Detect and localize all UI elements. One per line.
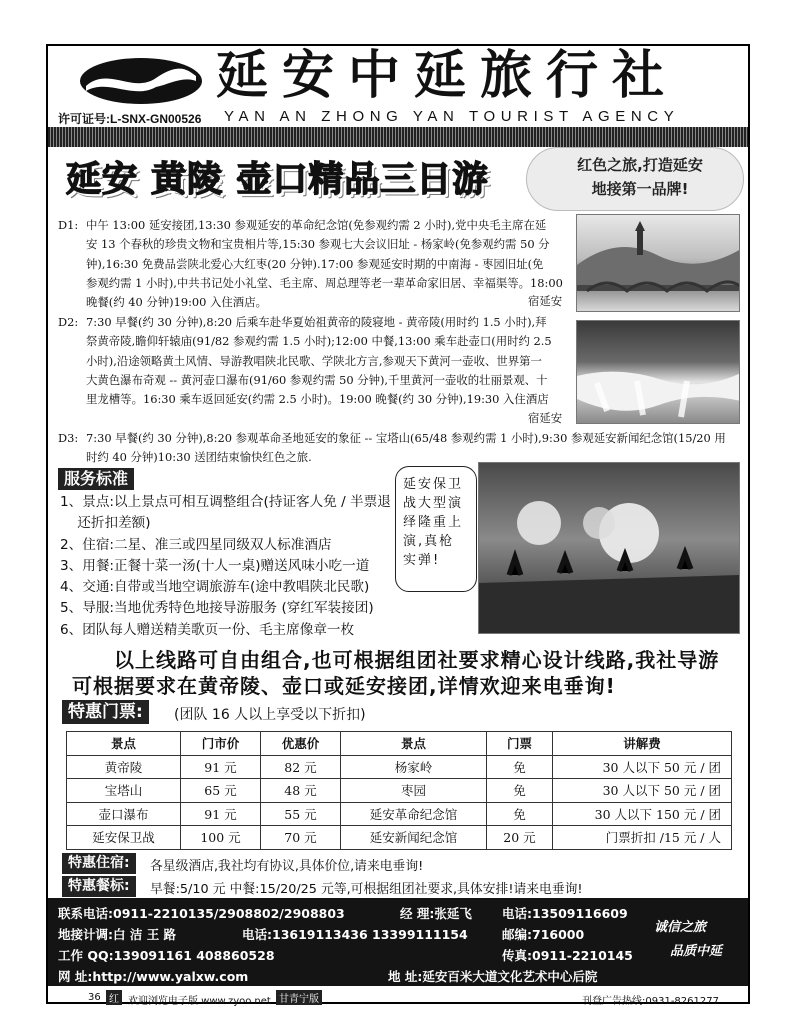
col-header: 景点 bbox=[341, 732, 487, 756]
planner-names: 白 洁 王 路 bbox=[113, 927, 177, 942]
manager-phone-label: 电话: bbox=[502, 906, 532, 921]
col-header: 优惠价 bbox=[261, 732, 341, 756]
fax-label: 传真: bbox=[502, 948, 532, 963]
table-cell: 延安保卫战 bbox=[67, 826, 181, 850]
agency-name-en: YAN AN ZHONG YAN TOURIST AGENCY bbox=[224, 108, 680, 125]
meals-text: 早餐:5/10 元 中餐:15/20/25 元等,可根据组团社要求,具体安排!请来电垂询! bbox=[150, 882, 583, 897]
table-row bbox=[67, 802, 732, 826]
table-row bbox=[67, 826, 732, 850]
header-rule bbox=[48, 127, 748, 147]
col-header: 门票 bbox=[487, 732, 553, 756]
edition-badge: 甘青宁版 bbox=[276, 990, 322, 1005]
day-3-text: 7:30 早餐(约 30 分钟),8:20 参观革命圣地延安的象征 -- 宝塔山(65/48 参观约需 1 小时),9:30 参观延安新闻纪念馆(15/20 用 时约 40 分钟)10:30 送团结束愉快红色之旅. bbox=[86, 431, 726, 465]
table-cell: 70 元 bbox=[261, 826, 341, 850]
tickets-heading: 特惠门票: bbox=[62, 700, 149, 724]
postcode-row bbox=[502, 925, 584, 943]
postcode-label: 邮编: bbox=[502, 927, 532, 942]
table-row bbox=[67, 779, 732, 803]
address-row bbox=[388, 967, 597, 985]
promo-line-1: 以上线路可自由组合,也可根据组团社要求精心设计线路,我社导游 bbox=[114, 648, 720, 672]
signoff-2: 品质中延 bbox=[670, 944, 723, 959]
table-cell: 免 bbox=[487, 779, 553, 803]
table-cell: 宝塔山 bbox=[67, 779, 181, 803]
table-row bbox=[67, 755, 732, 779]
lodging-text: 各星级酒店,我社均有协议,具体价位,请来电垂询! bbox=[150, 859, 424, 874]
table-cell: 延安新闻纪念馆 bbox=[341, 826, 487, 850]
meals-heading: 特惠餐标: bbox=[62, 876, 136, 897]
slogan-line-1: 红色之旅,打造延安 bbox=[577, 156, 703, 174]
agency-logo bbox=[78, 56, 204, 106]
table-header-row bbox=[67, 732, 732, 756]
tour-title: 延安 黄陵 壶口精品三日游 bbox=[66, 160, 489, 200]
table-cell: 杨家岭 bbox=[341, 755, 487, 779]
agency-name-cn: 延安中延旅行社 bbox=[216, 45, 679, 106]
battle-reenactment-photo bbox=[478, 462, 740, 634]
planner-phones[interactable]: 13619113436 13399111154 bbox=[272, 927, 468, 942]
service-item: 4、交通:自带或当地空调旅游车(途中教唱陕北民歌) bbox=[60, 579, 370, 596]
signoff-1: 诚信之旅 bbox=[654, 920, 707, 935]
table-cell: 30 人以下 150 元 / 团 bbox=[553, 802, 732, 826]
hukou-waterfall-photo bbox=[576, 320, 740, 424]
website-row bbox=[58, 967, 248, 985]
service-item: 还折扣差额) bbox=[60, 515, 151, 532]
table-cell: 枣园 bbox=[341, 779, 487, 803]
col-header: 门市价 bbox=[181, 732, 261, 756]
website-link[interactable]: http://www.yalxw.com bbox=[92, 969, 249, 984]
manager-phone-row bbox=[502, 904, 628, 922]
table-cell: 48 元 bbox=[261, 779, 341, 803]
phone-value[interactable]: 0911-2210135/2908802/2908803 bbox=[113, 906, 345, 921]
ad-hotline: 刊登广告热线:0931-8261277 bbox=[582, 996, 719, 1007]
contact-panel bbox=[48, 898, 748, 986]
day-1-text: 中午 13:00 延安接团,13:30 参观延安的革命纪念馆(免参观约需 2 小时),党中央毛主席在延 安 13 个春秋的珍贵文物和宝贵相片等,15:30 参观七大会议旧址 - 杨家岭(免参观约需 50 分 钟),16:30 免费品尝陕北爱心大红枣(20 分钟).17:00 参观延安时期的中南海 - 枣园旧址(免 参观约需 1 小时),中共书记处小礼堂、毛主席、周总理等老一辈革命家旧居、幸福渠等。18:00 晚餐(约 40 分钟)19:00 入住酒店。 bbox=[86, 218, 563, 310]
day-2-text: 7:30 早餐(约 30 分钟),8:20 后乘车赴华夏始祖黄帝的陵寝地 - 黄帝陵(用时约 1.5 小时),拜 祭黄帝陵,瞻仰轩辕庙(91/82 参观约需 1.5 小时);12:00 中餐,13:00 乘车赴壶口(用时约 2.5 小时),沿途领略黄土风情、导游教唱陕北民歌、学陕北方言,参观天下黄河一壶收、世界第一 大黄色瀑布奇观 -- 黄河壶口瀑布(91/60 参观约需 50 分钟),千里黄河一壶收的壮丽景观、十 里龙槽等。16:30 乘车返回延安(约需 2.5 小时)。19:00 晚餐(约 30 分钟),19:30 入住酒店 bbox=[86, 315, 552, 407]
battle-callout: 延安保卫战大型演绎隆重上演,真枪实弹! bbox=[395, 466, 477, 592]
table-cell: 30 人以下 50 元 / 团 bbox=[553, 755, 732, 779]
table-cell: 免 bbox=[487, 755, 553, 779]
service-item: 1、景点:以上景点可相互调整组合(持证客人免 / 半票退 bbox=[60, 494, 391, 510]
manager-phone[interactable]: 13509116609 bbox=[532, 906, 628, 921]
qq-value[interactable]: 139091161 408860528 bbox=[113, 948, 275, 963]
table-cell: 65 元 bbox=[181, 779, 261, 803]
col-header: 景点 bbox=[67, 732, 181, 756]
slogan-line-2: 地接第一品牌! bbox=[591, 180, 689, 198]
address-label: 地 址: bbox=[388, 969, 423, 984]
day-2-stay: 宿延安 bbox=[528, 411, 563, 425]
day-3-label: D3: bbox=[58, 431, 79, 445]
manager-label: 经 理: bbox=[400, 906, 435, 921]
tickets-note: (团队 16 人以上享受以下折扣) bbox=[174, 707, 366, 723]
promo-line-2: 可根据要求在黄帝陵、壶口或延安接团,详情欢迎来电垂询! bbox=[72, 674, 616, 698]
service-item: 6、团队每人赠送精美歌页一份、毛主席像章一枚 bbox=[60, 621, 355, 638]
manager-name: 张延飞 bbox=[434, 906, 472, 921]
page-number: 36 bbox=[88, 992, 101, 1003]
table-cell: 30 人以下 50 元 / 团 bbox=[553, 779, 732, 803]
table-cell: 55 元 bbox=[261, 802, 341, 826]
service-item: 5、导服:当地优秀特色地接导游服务 (穿红军装接团) bbox=[60, 600, 374, 617]
planner-phone-row bbox=[242, 925, 468, 943]
fax-value: 0911-2210145 bbox=[532, 948, 633, 963]
address-value: 延安百米大道文化艺术中心后院 bbox=[422, 969, 598, 984]
table-cell: 91 元 bbox=[181, 802, 261, 826]
slogan bbox=[550, 153, 730, 201]
qq-label: 工作 QQ: bbox=[58, 948, 114, 963]
website-label: 网 址: bbox=[58, 969, 93, 984]
planner-label: 地接计调: bbox=[58, 927, 113, 942]
table-cell: 100 元 bbox=[181, 826, 261, 850]
service-item: 2、住宿:二星、准三或四星同级双人标准酒店 bbox=[60, 536, 332, 553]
table-cell: 壶口瀑布 bbox=[67, 802, 181, 826]
contact-phone-row bbox=[58, 904, 345, 922]
service-list bbox=[60, 492, 391, 641]
ticket-price-table bbox=[66, 731, 732, 850]
manager-row bbox=[400, 904, 472, 922]
fax-row bbox=[502, 946, 633, 964]
table-cell: 20 元 bbox=[487, 826, 553, 850]
planner-phone-label: 电话: bbox=[242, 927, 272, 942]
planner-row bbox=[58, 925, 176, 943]
table-cell: 82 元 bbox=[261, 755, 341, 779]
table-cell: 门票折扣 /15 元 / 人 bbox=[553, 826, 732, 850]
day-1-stay: 宿延安 bbox=[528, 294, 563, 308]
welcome-text[interactable]: 欢迎浏览电子版 www.zyoo.net bbox=[128, 996, 271, 1007]
region-badge: 红 bbox=[106, 990, 122, 1005]
phone-label: 联系电话: bbox=[58, 906, 113, 921]
license-number: 许可证号:L-SNX-GN00526 bbox=[58, 112, 202, 126]
table-cell: 91 元 bbox=[181, 755, 261, 779]
table-cell: 免 bbox=[487, 802, 553, 826]
col-header: 讲解费 bbox=[553, 732, 732, 756]
service-heading: 服务标准 bbox=[58, 468, 134, 490]
pagoda-bridge-photo bbox=[576, 214, 740, 312]
day-2-label: D2: bbox=[58, 315, 79, 329]
table-cell: 黄帝陵 bbox=[67, 755, 181, 779]
postcode-value: 716000 bbox=[532, 927, 585, 942]
service-item: 3、用餐:正餐十菜一汤(十人一桌)赠送风味小吃一道 bbox=[60, 557, 370, 574]
lodging-heading: 特惠住宿: bbox=[62, 853, 136, 874]
table-cell: 延安革命纪念馆 bbox=[341, 802, 487, 826]
day-1-label: D1: bbox=[58, 218, 79, 232]
qq-row bbox=[58, 946, 275, 964]
